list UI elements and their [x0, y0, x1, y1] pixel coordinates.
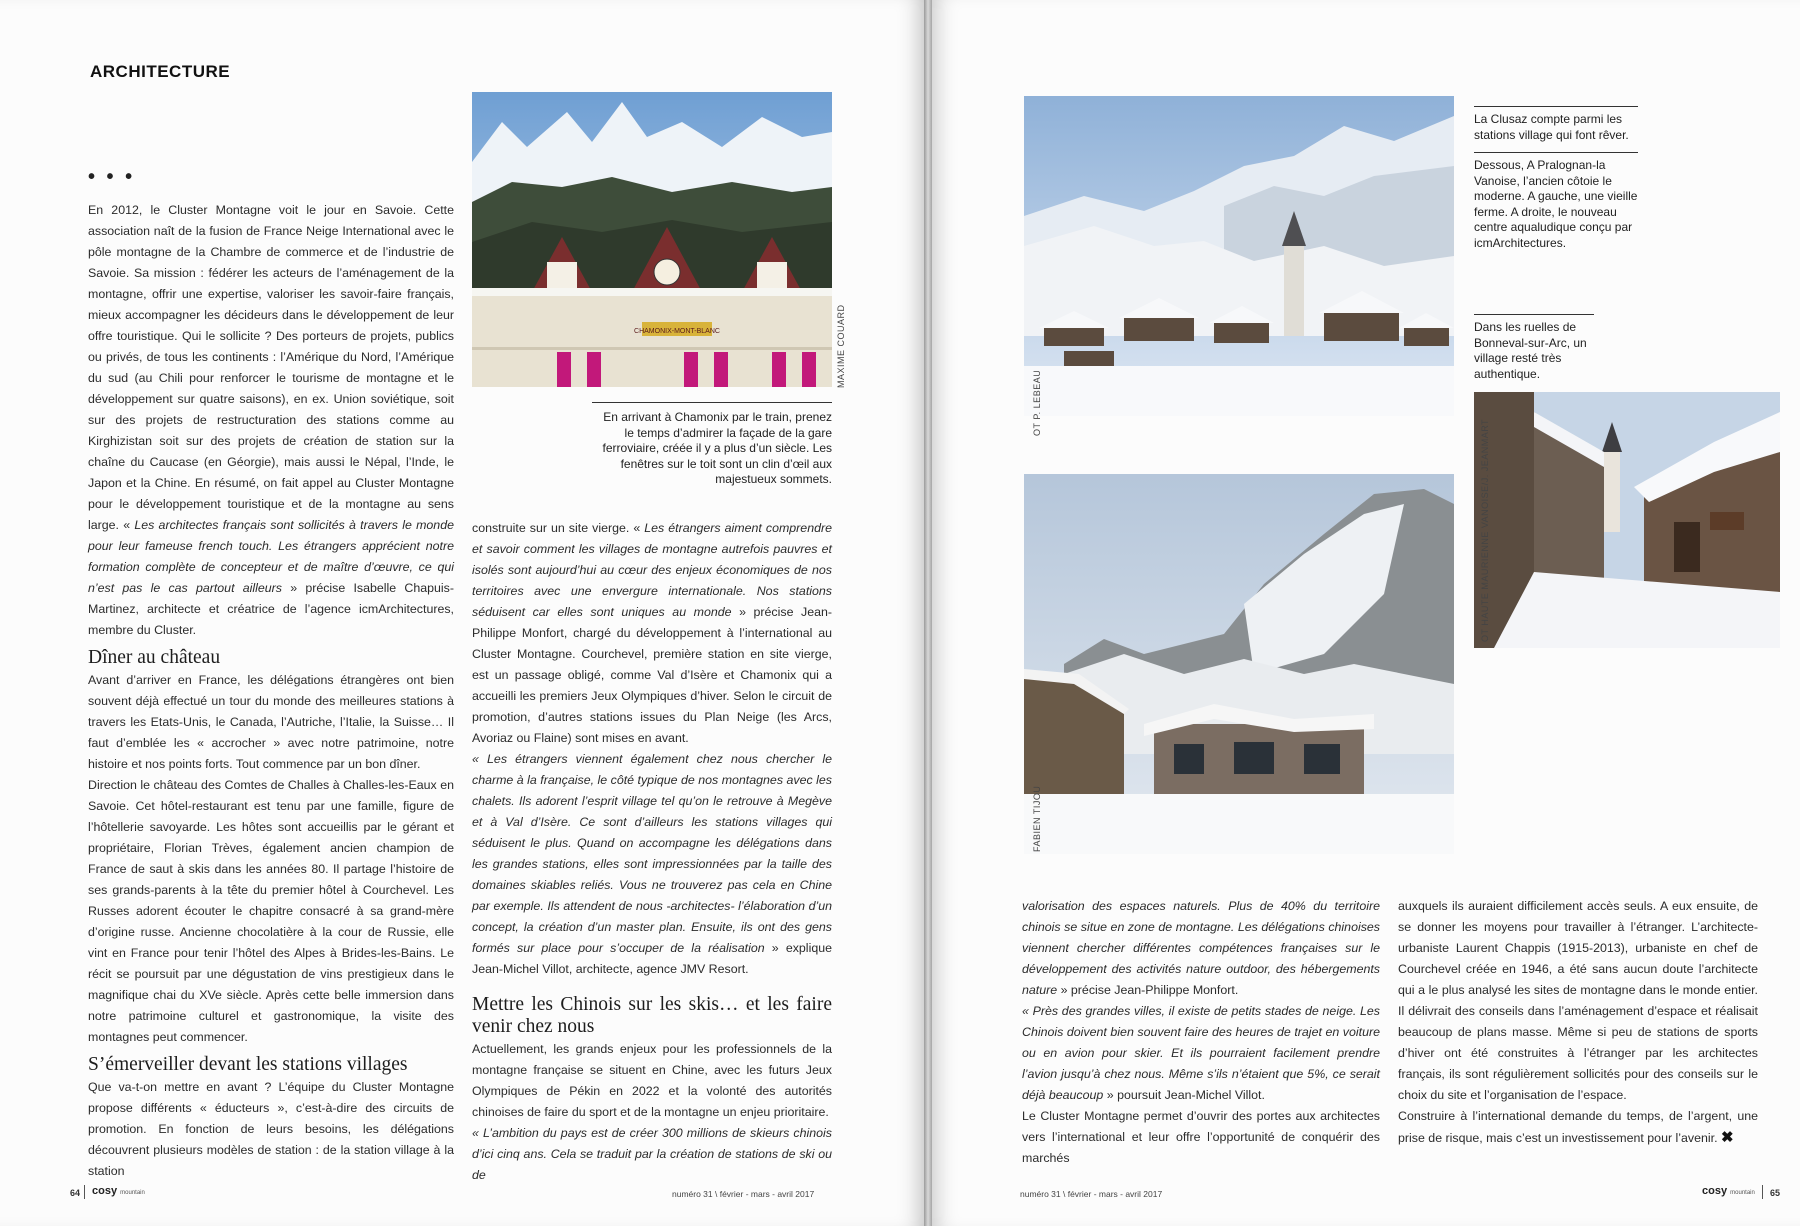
station-sign: CHAMONIX-MONT-BLANC [634, 328, 720, 335]
paragraph-villot-quote: « Les étrangers viennent également chez nous chercher le charme à la française, le côté typique de nos montagnes avec les chalets. Ils adorent l’esprit village tel qu’on le retrouve à Megève et à Val d’Isère. Ce sont d’ailleurs les stations villages qui séduisent le plus. Quand on accompagne les délégations dans les grandes stations, elles sont impressionnées par la taille des domaines skiables reliés. Vous ne trouverez pas cela en Chine par exemple. Ils attendent de nous -architectes- l’élaboration d’un concept, la création d’un master plan. Ensuite, ils ont des gens formés sur place pour s’occuper de la réalisation » explique Jean-Michel Villot, architecte, agence JMV Resort. [472, 752, 832, 976]
intro-paragraph: En 2012, le Cluster Montagne voit le jour en Savoie. Cette association naît de la fusion de France Neige International avec le pôle montagne de la Chambre de commerce et de l’industrie de Savoie. Sa mission : fédérer les acteurs de l’aménagement de la montagne, offrir une expertise, valoriser les savoir-faire français, mieux accompagner les décideurs dans le développement de leur offre touristique. Qui le sollicite ? Des porteurs de projets, publics ou privés, de tous les continents : l’Amérique du Nord, l’Amérique du sud (au Chili pour renforcer le tourisme de montagne et le développement sur quatre saisons), en ex. Union soviétique, soit sur des projets de restructuration des stations comme au Kirghizistan soit sur des projets de création de station sur la chaîne du Caucase (en Géorgie), mais aussi le Népal, l’Inde, le Japon et la Chine. En résumé, on fait appel au Cluster Montagne pour le développement touristique et de la montagne au sens large. « Les architectes français sont sollicités à travers le monde pour leur fameuse french touch. Les étrangers apprécient notre formation complète de concepteur et de maître d’œuvre, ce qui n’est pas le cas partout ailleurs » précise Isabelle Chapuis-Martinez, architecte et créatrice de l’agence icmArchitectures, membre du Cluster. [88, 203, 454, 637]
issue-info-right: numéro 31 \ février - mars - avril 2017 [1020, 1189, 1163, 1199]
section-title: ARCHITECTURE [90, 62, 231, 81]
quote-monfort: Les étrangers aiment comprendre et savoir comment les villages de montagne autrefois pauvres et isolés sont aujourd’hui au cœur des enjeux économiques de nos territoires avec une envergure internationale. Nos stations séduisent car elles sont uniques au monde [472, 521, 832, 619]
brand-logo-right: cosy mountain [1702, 1185, 1755, 1197]
pralognan-illustration [1024, 474, 1454, 854]
page-number-right: 65 [1770, 1188, 1781, 1198]
paragraph-chappis: auxquels ils auraient difficilement accès seuls. A eux ensuite, de se donner les moyens pour travailler à l’étranger. L’architecte-urbaniste Laurent Chappis (1915-2013), urbaniste en chef de Courchevel créée en 1946, a été sans aucun doute l’architecte qui a le plus analysé les sites de montagne dans le monde entier. Il délivrait des conseils dans l’aménagement d’espace et réalisait beaucoup de plans masse. Même si peu de stations de sports d’hiver ont été construites à l’étranger par les architectes français, ils sont régulièrement sollicités pour des conseils sur le choix du site et l’organisation de l’espace. [1398, 899, 1758, 1102]
la-clusaz-caption: La Clusaz compte parmi les stations village qui font rêver. [1474, 112, 1629, 142]
paragraph-ambition: « L’ambition du pays est de créer 300 millions de skieurs chinois d’ici cinq ans. Cela se traduit par la création de stations de ski ou de [472, 1126, 832, 1182]
heading-emerveiller: S’émerveiller devant les stations villages [88, 1054, 408, 1075]
brand-logo-left: cosy mountain [92, 1185, 145, 1197]
chamonix-caption: En arrivant à Chamonix par le train, prenez le temps d’admirer la façade de la gare ferroviaire, créée il y a plus d’un siècle. Les fenêtres sur le toit sont un clin d’œil aux majestueux sommets. [602, 410, 832, 486]
paragraph-diner-2: Direction le château des Comtes de Challes à Challes-les-Eaux en Savoie. Cet hôtel-restaurant est tenu par une famille, figure de l’hôtellerie savoyarde. Les hôtes sont accueillis par le gérant et propriétaire, Florian Trèves, également ancien champion de France de saut à skis dans les années 80. Il partage l’histoire de ses grands-parents à la tête du premier hôtel à Courchevel. Les Russes adorent écouter le chapitre consacré à sa grand-mère d’origine russe. Ancienne chocolatière à la cour de Russie, elle vint en France pour tenir l’hôtel des Alpes à Brides-les-Bains. Le récit se poursuit par une dégustation de vins prestigieux dans le magnifique chai du XVe siècle. Après cette belle immersion dans notre patrimoine culturel et gastronomique, la visite des montagnes peut commencer. [88, 778, 454, 1044]
issue-info-left: numéro 31 \ février - mars - avril 2017 [672, 1189, 815, 1199]
page-number-left: 64 [70, 1188, 81, 1198]
caption-rule [592, 402, 832, 403]
section-dots: • • • [88, 166, 136, 188]
bonneval-illustration [1474, 392, 1780, 648]
left-column-1 [88, 200, 454, 1182]
footer-divider [84, 1185, 85, 1199]
caption1-rule [1474, 106, 1638, 107]
right-page [932, 0, 1800, 1226]
quote-chapuis: Les architectes français sont sollicités à travers le monde pour leur fameuse french touch. Les étrangers apprécient notre formation complète de concepteur et de maître d’œuvre, ce qui n’est pas le cas partout ailleurs [88, 518, 454, 595]
pralognan-photo [1024, 474, 1454, 854]
chamonix-illustration [472, 92, 832, 387]
paragraph-cluster-portes: Le Cluster Montagne permet d’ouvrir des portes aux architectes vers l’international et leur offre l’opportunité de conquérir des marchés [1022, 1109, 1380, 1165]
chamonix-station-photo [472, 92, 832, 387]
paragraph-stations: Que va-t-on mettre en avant ? L’équipe du Cluster Montagne propose différents « éducteurs », c’est-à-dire des circuits de promotion. En fonction de leurs besoins, les délégations découvrent plusieurs modèles de station : de la station village à la station [88, 1080, 454, 1178]
heading-diner: Dîner au château [88, 647, 221, 668]
pralognan-caption: Dessous, A Pralognan-la Vanoise, l’ancien côtoie le moderne. A gauche, une vieille ferme. A droite, le nouveau centre aqualudique conçu par icmArchitectures. [1474, 158, 1638, 250]
bonneval-photo [1474, 392, 1780, 648]
paragraph-conclusion: Construire à l’international demande du temps, de l’argent, une prise de risque, mais c’est un investissement pour l’avenir. ✖ [1398, 1109, 1758, 1146]
caption3-rule [1474, 314, 1594, 315]
bonneval-caption: Dans les ruelles de Bonneval-sur-Arc, un village resté très authentique. [1474, 320, 1587, 381]
heading-chinois: Mettre les Chinois sur les skis… et les faire venir chez nous [472, 994, 832, 1037]
photo-credit-pralognan: FABIEN TIJOU [1032, 785, 1042, 852]
right-column-2 [1398, 896, 1758, 1149]
left-column-2 [472, 518, 832, 1186]
paragraph-stades: « Près des grandes villes, il existe de petits stades de neige. Les Chinois doivent bien souvent faire des heures de trajet en voiture ou en avion pour skier. Et ils pourraient facilement prendre l’avion jusqu’à chez nous. Même s’ils n’étaient que 5%, ce serait déjà beaucoup » poursuit Jean-Michel Villot. [1022, 1004, 1380, 1102]
paragraph-enjeux: Actuellement, les grands enjeux pour les professionnels de la montagne française se situent en Chine, avec les futurs Jeux Olympiques de Pékin en 2022 et la volonté des autorités chinoises de faire du sport et de la montagne un enjeu prioritaire. [472, 1042, 832, 1119]
paragraph-site-vierge: construite sur un site vierge. « Les étrangers aiment comprendre et savoir comment les villages de montagne autrefois pauvres et isolés sont aujourd’hui au cœur des enjeux économiques de nos territoires avec une envergure internationale. Nos stations séduisent car elles sont uniques au monde » précise Jean-Philippe Monfort, chargé du développement à l’international au Cluster Montagne. Courchevel, première station en site vierge, est un passage obligé, comme Val d’Isère et Chamonix qui a accueilli les premiers Jeux Olympiques d’hiver. Selon le circuit de promotion, d’autres stations issues du Plan Neige (les Arcs, Avoriaz ou Flaine) sont mises en avant. [472, 521, 833, 745]
la-clusaz-illustration [1024, 96, 1454, 416]
footer-divider-right [1762, 1185, 1763, 1199]
photo-credit-la-clusaz: OT P. LEBEAU [1032, 369, 1042, 436]
paragraph-valorisation: valorisation des espaces naturels. Plus de 40% du territoire chinois se situe en zone de montagne. Les délégations chinoises viennent chercher différentes compétences françaises sur le développement des activités nature outdoor, des hébergements nature » précise Jean-Philippe Monfort. [1022, 899, 1380, 997]
caption2-rule [1474, 152, 1638, 153]
la-clusaz-photo [1024, 96, 1454, 416]
right-column-1 [1022, 896, 1380, 1169]
spine [924, 0, 932, 1226]
photo-credit-bonneval: OT HAUTE MAURIENNE VANOISE/J. JEANMART [1480, 418, 1490, 642]
paragraph-diner-1: Avant d’arriver en France, les délégations étrangères ont bien souvent déjà effectué un tour du monde des meilleures stations à travers les Etats-Unis, le Canada, l’Autriche, l’Italie, la Suisse… Il faut d’emblée les « accrocher » avec notre patrimoine, notre histoire et nos points forts. Tout commence par un bon dîner. [88, 673, 454, 771]
photo-credit-chamonix: MAXIME COUARD [836, 304, 846, 388]
end-mark-icon: ✖ [1721, 1129, 1734, 1146]
